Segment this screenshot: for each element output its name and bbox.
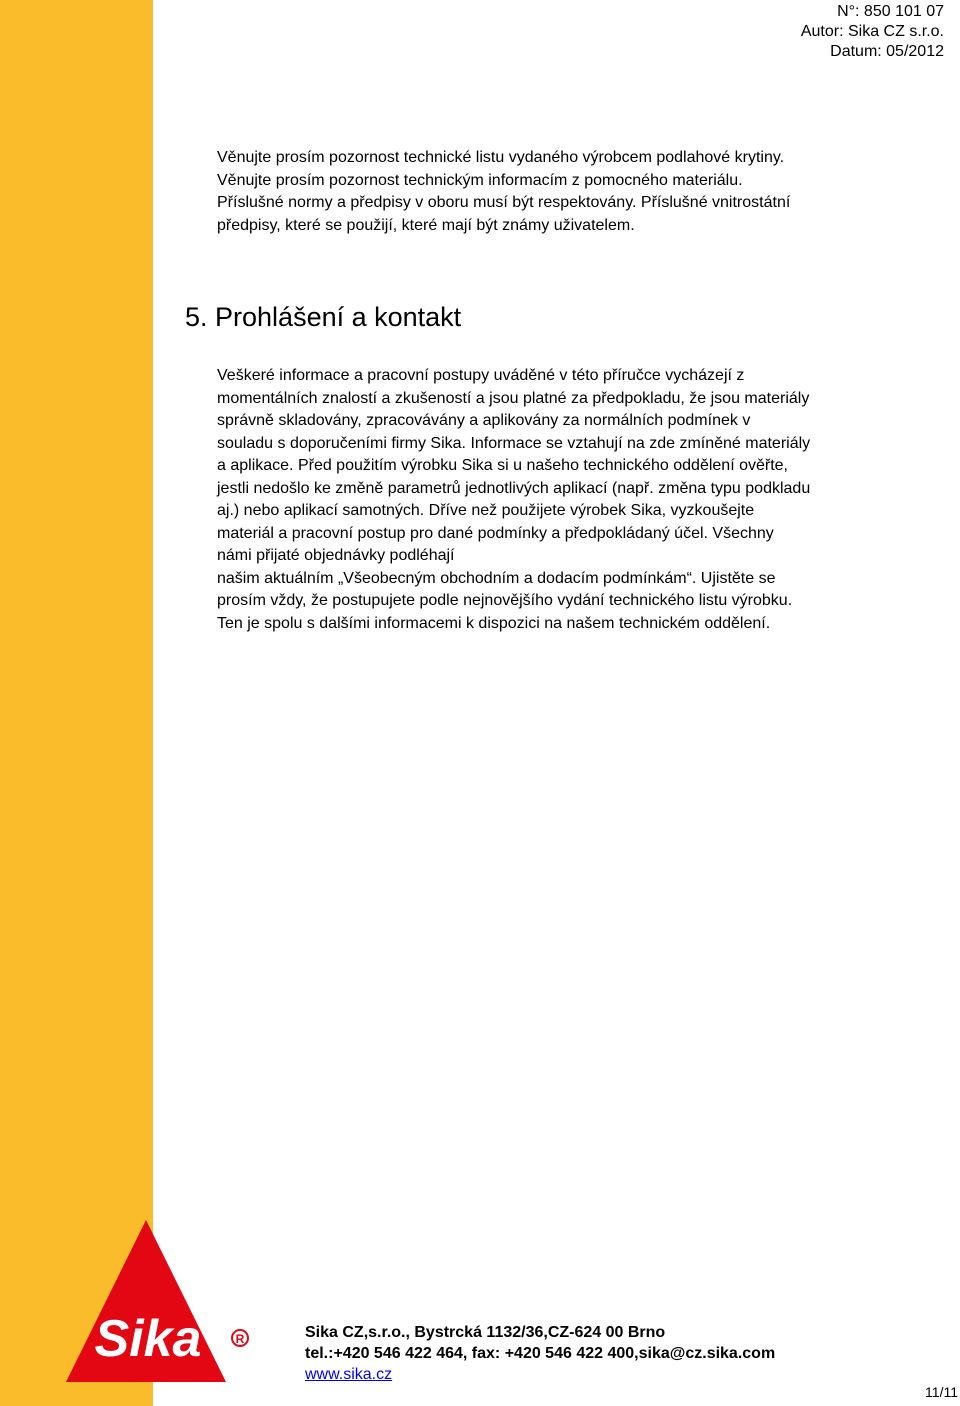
section-title: 5. Prohlášení a kontakt [185, 302, 462, 332]
text-line: Věnujte prosím pozornost technické listu vydaného výrobcem podlahové krytiny. [217, 149, 785, 166]
footer-website-link[interactable]: www.sika.cz [305, 1366, 393, 1383]
text-line: námi přijaté objednávky podléhají [217, 547, 455, 564]
text-line: materiál a pracovní postup pro dané podmínky a předpokládaný účel. Všechny [217, 524, 774, 542]
document-header [801, 2, 944, 62]
svg-text:R: R [235, 1332, 245, 1346]
text-line: Veškeré informace a pracovní postupy uváděné v této příručce vycházejí z [217, 367, 745, 384]
text-line: souladu s doporučeními firmy Sika. Informace se vztahují na zde zmíněné materiály [217, 434, 811, 452]
registered-mark-icon [232, 1330, 248, 1346]
text-line: našim aktuálním „Všeobecným obchodním a dodacím podmínkám“. Ujistěte se [217, 569, 776, 587]
sika-logo [62, 1218, 262, 1386]
document-date: Datum: 05/2012 [830, 43, 944, 60]
footer-contact: tel.:+420 546 422 464, fax: +420 546 422 400,sika@cz.sika.com [305, 1345, 776, 1362]
text-line: momentálních znalostí a zkušeností a jsou platné za předpokladu, že jsou materiály [217, 389, 810, 407]
sidebar-stripe [0, 0, 153, 1406]
text-line: a aplikace. Před použitím výrobku Sika si u našeho technického oddělení ověřte, [217, 457, 788, 474]
text-line: Věnujte prosím pozornost technickým informacím z pomocného materiálu. [217, 171, 743, 189]
text-line: prosím vždy, že postupujete podle nejnovějšího vydání technického listu výrobku. [217, 592, 793, 609]
document-author: Autor: Sika CZ s.r.o. [800, 23, 944, 40]
logo-text: Sika [94, 1310, 202, 1368]
text-line: jestli nedošlo ke změně parametrů jednotlivých aplikací (např. změna typu podkladu [217, 479, 811, 497]
paragraph-declaration [217, 365, 952, 635]
text-line: Ten je spolu s dalšími informacemi k dispozici na našem technickém oddělení. [217, 614, 771, 632]
text-line: Příslušné normy a předpisy v oboru musí být respektovány. Příslušné vnitrostátní [217, 194, 791, 211]
page-number: 11/11 [925, 1384, 958, 1400]
paragraph-notes [217, 147, 952, 237]
footer [305, 1322, 775, 1385]
text-line: správně skladovány, zpracovávány a aplikovány za normálních podmínek v [217, 412, 751, 429]
document-number: N°: 850 101 07 [837, 3, 944, 20]
text-line: předpisy, které se použijí, které mají být známy uživatelem. [217, 216, 635, 234]
text-line: aj.) nebo aplikací samotných. Dříve než použijete výrobek Sika, vyzkoušejte [217, 502, 755, 519]
footer-address: Sika CZ,s.r.o., Bystrcká 1132/36,CZ-624 00 Brno [305, 1324, 666, 1341]
